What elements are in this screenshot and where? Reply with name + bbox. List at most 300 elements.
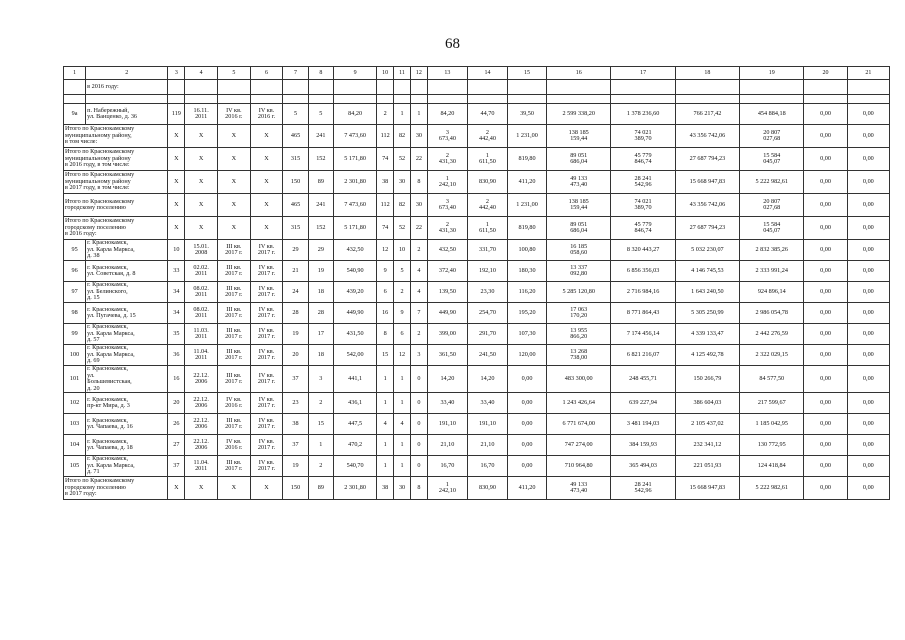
- table-body: [64, 67, 890, 500]
- total-label: Итого по Краснокамскому муниципальному району, в том числе:: [64, 125, 168, 148]
- empty-cell: [86, 95, 168, 104]
- table-cell: 0,00: [804, 456, 847, 477]
- table-cell: 315: [283, 148, 308, 171]
- table-cell: 2 322 029,15: [740, 345, 804, 366]
- table-cell: X: [250, 194, 283, 217]
- table-cell: 35: [168, 324, 185, 345]
- section-subheader: в 2016 году:: [86, 80, 168, 95]
- table-cell: 431,50: [333, 324, 376, 345]
- table-cell: 291,70: [467, 324, 507, 345]
- table-cell: X: [168, 125, 185, 148]
- table-cell: 138 185 159,44: [547, 194, 611, 217]
- table-cell: IV кв. 2017 г.: [250, 366, 283, 393]
- table-cell: 16,70: [467, 456, 507, 477]
- table-cell: 540,90: [333, 261, 376, 282]
- table-row: [64, 324, 890, 345]
- table-cell: 1: [394, 104, 411, 125]
- table-cell: 766 217,42: [675, 104, 739, 125]
- table-cell: IV кв. 2017 г.: [250, 324, 283, 345]
- table-cell: 1: [394, 366, 411, 393]
- table-cell: 14,20: [427, 366, 467, 393]
- table-cell: 26: [168, 414, 185, 435]
- table-cell: 43 356 742,06: [675, 125, 739, 148]
- table-cell: 4: [394, 414, 411, 435]
- table-cell: 44,70: [467, 104, 507, 125]
- column-number: 20: [804, 67, 847, 80]
- total-label: Итого по Краснокамскому городскому поселению в 2016 году:: [64, 217, 168, 240]
- table-cell: 7: [410, 303, 427, 324]
- table-cell: 16: [377, 303, 394, 324]
- empty-cell: [508, 95, 547, 104]
- table-cell: 1: [308, 435, 333, 456]
- table-cell: 84,20: [427, 104, 467, 125]
- table-cell: IV кв. 2016 г.: [250, 104, 283, 125]
- table-cell: 1 185 042,95: [740, 414, 804, 435]
- table-cell: 2 832 385,26: [740, 240, 804, 261]
- total-label: Итого по Краснокамскому муниципальному району в 2016 году, в том числе:: [64, 148, 168, 171]
- data-table: [63, 66, 890, 500]
- table-cell: 1 231,00: [508, 194, 547, 217]
- table-cell: 2 333 991,24: [740, 261, 804, 282]
- table-cell: X: [217, 217, 250, 240]
- table-cell: 08.02. 2011: [185, 282, 218, 303]
- table-cell: 15: [308, 414, 333, 435]
- address-cell: г. Краснокамск, ул. Чапаева, д. 16: [86, 414, 168, 435]
- table-cell: 112: [377, 194, 394, 217]
- table-cell: 20: [283, 345, 308, 366]
- table-cell: 5 032 230,07: [675, 240, 739, 261]
- table-row: [64, 303, 890, 324]
- empty-cell: [804, 95, 847, 104]
- total-label: Итого по Краснокамскому муниципальному району в 2017 году, в том числе:: [64, 171, 168, 194]
- table-cell: 6: [377, 282, 394, 303]
- table-cell: 2: [377, 104, 394, 125]
- address-cell: г. Краснокамск, ул. Карла Маркса, д. 57: [86, 324, 168, 345]
- table-cell: 45 779 846,74: [611, 217, 675, 240]
- empty-cell: [547, 80, 611, 95]
- empty-cell: [804, 80, 847, 95]
- table-cell: 0: [410, 414, 427, 435]
- table-cell: X: [250, 148, 283, 171]
- table-cell: IV кв. 2016 г.: [217, 393, 250, 414]
- table-cell: 22: [410, 148, 427, 171]
- table-cell: IV кв. 2017 г.: [250, 345, 283, 366]
- table-cell: 19: [283, 324, 308, 345]
- table-cell: 08.02. 2011: [185, 303, 218, 324]
- table-cell: 74: [377, 148, 394, 171]
- table-cell: 254,70: [467, 303, 507, 324]
- column-number: 9: [333, 67, 376, 80]
- table-cell: 4: [377, 414, 394, 435]
- empty-cell: [467, 80, 507, 95]
- address-cell: г. Краснокамск, ул. Карла Маркса, д. 38: [86, 240, 168, 261]
- column-number: 19: [740, 67, 804, 80]
- empty-cell: [508, 80, 547, 95]
- table-cell: 0,00: [847, 345, 889, 366]
- table-cell: 22.12. 2006: [185, 414, 218, 435]
- table-cell: 37: [283, 435, 308, 456]
- table-cell: 9: [377, 261, 394, 282]
- empty-cell: [283, 95, 308, 104]
- table-cell: X: [168, 148, 185, 171]
- table-cell: 0,00: [804, 217, 847, 240]
- row-number-cell: 96: [64, 261, 86, 282]
- table-cell: 10: [394, 240, 411, 261]
- column-number: 14: [467, 67, 507, 80]
- empty-cell: [427, 80, 467, 95]
- column-number: 4: [185, 67, 218, 80]
- table-cell: 28: [308, 303, 333, 324]
- empty-cell: [675, 80, 739, 95]
- table-cell: 20 807 027,68: [740, 194, 804, 217]
- table-cell: 1: [377, 366, 394, 393]
- empty-cell: [394, 95, 411, 104]
- table-cell: 15 584 045,07: [740, 217, 804, 240]
- table-cell: 21,10: [467, 435, 507, 456]
- table-cell: 12: [394, 345, 411, 366]
- table-cell: 191,10: [467, 414, 507, 435]
- table-cell: 15.01. 2008: [185, 240, 218, 261]
- table-cell: IV кв. 2017 г.: [250, 393, 283, 414]
- table-cell: 1: [410, 104, 427, 125]
- table-cell: 0,00: [804, 345, 847, 366]
- column-number: 10: [377, 67, 394, 80]
- table-cell: 470,2: [333, 435, 376, 456]
- table-cell: III кв. 2017 г.: [217, 366, 250, 393]
- table-cell: 14,20: [467, 366, 507, 393]
- table-cell: 28: [283, 303, 308, 324]
- table-cell: 0,00: [804, 303, 847, 324]
- table-cell: 3 673,40: [427, 194, 467, 217]
- table-cell: 120,00: [508, 345, 547, 366]
- table-cell: 2 599 338,20: [547, 104, 611, 125]
- empty-cell: [333, 95, 376, 104]
- table-cell: 4 339 133,47: [675, 324, 739, 345]
- table-cell: 9: [394, 303, 411, 324]
- table-cell: 0,00: [508, 366, 547, 393]
- total-row: [64, 217, 890, 240]
- table-cell: 0,00: [847, 217, 889, 240]
- table-row: [64, 282, 890, 303]
- table-cell: IV кв. 2016 г.: [217, 104, 250, 125]
- table-cell: III кв. 2017 г.: [217, 414, 250, 435]
- table-cell: 2 442 276,59: [740, 324, 804, 345]
- column-number: 13: [427, 67, 467, 80]
- table-cell: 365 494,03: [611, 456, 675, 477]
- table-cell: IV кв. 2017 г.: [250, 456, 283, 477]
- table-cell: 1 378 236,60: [611, 104, 675, 125]
- table-cell: 192,10: [467, 261, 507, 282]
- table-cell: 19: [283, 456, 308, 477]
- table-cell: 0,00: [847, 435, 889, 456]
- table-cell: 6: [394, 324, 411, 345]
- table-cell: 13 955 866,20: [547, 324, 611, 345]
- table-cell: 0,00: [508, 393, 547, 414]
- table-cell: 819,80: [508, 217, 547, 240]
- table-cell: 22.12. 2006: [185, 366, 218, 393]
- table-cell: 449,90: [333, 303, 376, 324]
- empty-cell: [740, 80, 804, 95]
- table-cell: 74 021 389,70: [611, 125, 675, 148]
- table-cell: 195,20: [508, 303, 547, 324]
- address-cell: г. Краснокамск, ул. Белинского, д. 15: [86, 282, 168, 303]
- table-cell: 38: [283, 414, 308, 435]
- table-cell: 1 231,00: [508, 125, 547, 148]
- table-cell: 2 442,40: [467, 194, 507, 217]
- table-cell: 49 133 473,40: [547, 477, 611, 500]
- table-cell: 924 896,14: [740, 282, 804, 303]
- empty-cell: [308, 80, 333, 95]
- table-cell: 18: [308, 282, 333, 303]
- table-cell: 2: [410, 324, 427, 345]
- total-row: [64, 194, 890, 217]
- table-cell: 02.02. 2011: [185, 261, 218, 282]
- table-cell: IV кв. 2017 г.: [250, 261, 283, 282]
- table-row: [64, 435, 890, 456]
- table-cell: 361,50: [427, 345, 467, 366]
- table-cell: 17: [308, 324, 333, 345]
- table-cell: 22: [410, 217, 427, 240]
- table-cell: 0,00: [804, 194, 847, 217]
- table-cell: 542,00: [333, 345, 376, 366]
- table-cell: 0,00: [804, 366, 847, 393]
- table-cell: 5: [283, 104, 308, 125]
- table-cell: 30: [410, 125, 427, 148]
- table-cell: III кв. 2017 г.: [217, 282, 250, 303]
- column-number: 15: [508, 67, 547, 80]
- table-cell: 11.04. 2011: [185, 345, 218, 366]
- table-cell: 0,00: [847, 194, 889, 217]
- table-cell: 1: [377, 435, 394, 456]
- empty-cell: [847, 80, 889, 95]
- total-label: Итого по Краснокамскому городскому поселению в 2017 году:: [64, 477, 168, 500]
- table-cell: 7 473,60: [333, 125, 376, 148]
- address-cell: п. Набережный, ул. Ванценко, д. 36: [86, 104, 168, 125]
- table-cell: 5 285 120,80: [547, 282, 611, 303]
- table-cell: 34: [168, 303, 185, 324]
- column-number: 6: [250, 67, 283, 80]
- table-cell: 107,30: [508, 324, 547, 345]
- table-cell: X: [168, 217, 185, 240]
- table-cell: 1: [394, 456, 411, 477]
- table-cell: 89 051 686,04: [547, 217, 611, 240]
- table-cell: 33,40: [467, 393, 507, 414]
- table-cell: 465: [283, 194, 308, 217]
- table-cell: 0,00: [847, 171, 889, 194]
- table-cell: 241,50: [467, 345, 507, 366]
- table-cell: 180,30: [508, 261, 547, 282]
- table-cell: 139,50: [427, 282, 467, 303]
- table-cell: 411,20: [508, 477, 547, 500]
- table-cell: 8: [410, 171, 427, 194]
- table-cell: X: [250, 125, 283, 148]
- table-cell: 8: [377, 324, 394, 345]
- table-cell: 8 320 443,27: [611, 240, 675, 261]
- table-cell: 6 771 674,00: [547, 414, 611, 435]
- table-cell: X: [217, 125, 250, 148]
- table-cell: 0,00: [804, 414, 847, 435]
- table-cell: 5: [394, 261, 411, 282]
- table-cell: IV кв. 2016 г.: [217, 435, 250, 456]
- table-cell: 30: [394, 477, 411, 500]
- table-cell: 22.12. 2006: [185, 435, 218, 456]
- table-cell: 11.04. 2011: [185, 456, 218, 477]
- column-number: 16: [547, 67, 611, 80]
- column-number: 7: [283, 67, 308, 80]
- table-cell: 4 125 492,78: [675, 345, 739, 366]
- table-cell: 11.03. 2011: [185, 324, 218, 345]
- table-cell: 830,90: [467, 477, 507, 500]
- address-cell: г. Краснокамск, ул. Большевистская, д. 20: [86, 366, 168, 393]
- table-cell: 16 185 058,60: [547, 240, 611, 261]
- table-cell: 217 599,67: [740, 393, 804, 414]
- table-cell: 2: [308, 393, 333, 414]
- table-cell: 38: [377, 477, 394, 500]
- table-cell: 27 687 794,23: [675, 217, 739, 240]
- table-cell: 0,00: [804, 125, 847, 148]
- table-cell: 33: [168, 261, 185, 282]
- table-cell: 0,00: [804, 393, 847, 414]
- empty-cell: [410, 80, 427, 95]
- table-cell: 5 171,80: [333, 148, 376, 171]
- table-cell: 0,00: [847, 282, 889, 303]
- table-cell: 49 133 473,40: [547, 171, 611, 194]
- table-cell: 38: [377, 171, 394, 194]
- table-cell: 0: [410, 435, 427, 456]
- table-cell: X: [185, 148, 218, 171]
- table-cell: 130 772,95: [740, 435, 804, 456]
- table-cell: III кв. 2017 г.: [217, 240, 250, 261]
- table-cell: 89: [308, 477, 333, 500]
- table-cell: 819,80: [508, 148, 547, 171]
- table-cell: 15 668 947,83: [675, 171, 739, 194]
- table-cell: 15 668 947,83: [675, 477, 739, 500]
- table-cell: 20 807 027,68: [740, 125, 804, 148]
- table-cell: 3 481 194,03: [611, 414, 675, 435]
- table-cell: 241: [308, 194, 333, 217]
- table-cell: X: [185, 194, 218, 217]
- table-cell: 3: [308, 366, 333, 393]
- table-cell: 1 611,50: [467, 148, 507, 171]
- table-cell: 152: [308, 148, 333, 171]
- table-cell: 2 301,80: [333, 171, 376, 194]
- table-cell: X: [168, 171, 185, 194]
- table-cell: 37: [283, 366, 308, 393]
- empty-cell: [847, 95, 889, 104]
- row-number-cell: 102: [64, 393, 86, 414]
- column-number: 12: [410, 67, 427, 80]
- table-cell: 241: [308, 125, 333, 148]
- table-cell: 124 418,84: [740, 456, 804, 477]
- table-cell: 0,00: [804, 104, 847, 125]
- table-cell: 84,20: [333, 104, 376, 125]
- table-cell: 22.12. 2006: [185, 393, 218, 414]
- table-cell: X: [185, 125, 218, 148]
- table-cell: 12: [377, 240, 394, 261]
- table-cell: 84 577,50: [740, 366, 804, 393]
- table-cell: 639 227,94: [611, 393, 675, 414]
- empty-cell: [217, 80, 250, 95]
- row-number-cell: 9а: [64, 104, 86, 125]
- address-cell: г. Краснокамск, ул. Карла Маркса, д. 69: [86, 345, 168, 366]
- spacer-row: [64, 95, 890, 104]
- column-number: 11: [394, 67, 411, 80]
- table-cell: 2 301,80: [333, 477, 376, 500]
- table-cell: 29: [283, 240, 308, 261]
- column-number: 21: [847, 67, 889, 80]
- table-cell: 0,00: [847, 477, 889, 500]
- table-cell: 0,00: [847, 148, 889, 171]
- table-cell: III кв. 2017 г.: [217, 303, 250, 324]
- table-cell: 2 431,30: [427, 148, 467, 171]
- table-cell: 0,00: [804, 148, 847, 171]
- table-cell: 30: [394, 171, 411, 194]
- table-cell: 0,00: [847, 125, 889, 148]
- table-row: [64, 393, 890, 414]
- table-cell: 0,00: [847, 303, 889, 324]
- address-cell: г. Краснокамск, ул. Пугачева, д. 15: [86, 303, 168, 324]
- table-cell: 150: [283, 171, 308, 194]
- table-cell: 483 300,00: [547, 366, 611, 393]
- total-row: [64, 148, 890, 171]
- table-cell: 89 051 686,04: [547, 148, 611, 171]
- table-cell: 13 337 092,80: [547, 261, 611, 282]
- empty-cell: [611, 80, 675, 95]
- table-cell: 0,00: [508, 414, 547, 435]
- table-cell: IV кв. 2017 г.: [250, 240, 283, 261]
- empty-cell: [217, 95, 250, 104]
- table-cell: X: [168, 477, 185, 500]
- empty-cell: [308, 95, 333, 104]
- table-cell: 5 305 250,99: [675, 303, 739, 324]
- table-cell: 0,00: [804, 477, 847, 500]
- table-cell: 4: [410, 282, 427, 303]
- table-cell: 4: [410, 261, 427, 282]
- table-cell: 28 241 542,96: [611, 171, 675, 194]
- table-cell: III кв. 2017 г.: [217, 261, 250, 282]
- empty-cell: [64, 80, 86, 95]
- table-cell: 0,00: [508, 456, 547, 477]
- table-cell: 28 241 542,96: [611, 477, 675, 500]
- table-cell: 441,1: [333, 366, 376, 393]
- table-cell: 23: [283, 393, 308, 414]
- table-cell: X: [217, 194, 250, 217]
- table-row: [64, 456, 890, 477]
- table-cell: 384 159,93: [611, 435, 675, 456]
- column-number: 3: [168, 67, 185, 80]
- row-number-cell: 101: [64, 366, 86, 393]
- table-cell: 150: [283, 477, 308, 500]
- table-cell: 36: [168, 345, 185, 366]
- table-cell: IV кв. 2017 г.: [250, 414, 283, 435]
- table-cell: 119: [168, 104, 185, 125]
- table-row: [64, 104, 890, 125]
- table-cell: 1 643 240,50: [675, 282, 739, 303]
- table-cell: 43 356 742,06: [675, 194, 739, 217]
- table-cell: 10: [168, 240, 185, 261]
- table-cell: 331,70: [467, 240, 507, 261]
- table-row: [64, 366, 890, 393]
- table-cell: 0,00: [804, 171, 847, 194]
- table-cell: 82: [394, 125, 411, 148]
- table-cell: 23,30: [467, 282, 507, 303]
- table-cell: 52: [394, 217, 411, 240]
- table-cell: 6 821 216,07: [611, 345, 675, 366]
- table-cell: 16.11. 2011: [185, 104, 218, 125]
- empty-cell: [333, 80, 376, 95]
- total-label: Итого по Краснокамскому городскому поселению: [64, 194, 168, 217]
- table-cell: 0,00: [804, 282, 847, 303]
